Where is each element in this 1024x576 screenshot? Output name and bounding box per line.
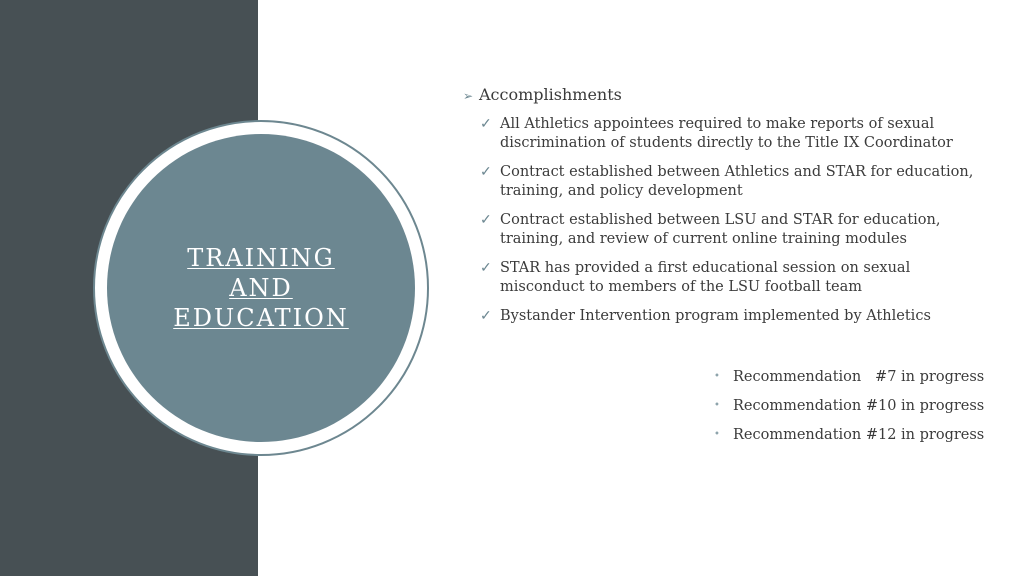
list-item-text: Contract established between Athletics and STAR for education, training, and policy development [500,164,974,199]
list-item-text: All Athletics appointees required to make reports of sexual discrimination of students directly to the Title IX Coordinator [500,116,953,151]
list-item-text: STAR has provided a first educational session on sexual misconduct to members of the LSU football team [500,260,911,295]
accomplishments-section [463,84,983,336]
check-icon: ✓ [480,260,492,276]
recommendation-text: Recommendation #12 in progress [733,426,985,443]
list-item [480,115,983,153]
check-icon: ✓ [480,116,492,132]
dot-bullet-icon: • [714,429,720,440]
list-item-text: Bystander Intervention program implemented by Athletics [500,308,931,324]
list-item-text: Contract established between LSU and STAR for education, training, and review of current online training modules [500,212,941,247]
list-item [480,307,983,326]
dot-bullet-icon: • [714,371,720,382]
slide-title-line-3: EDUCATION [173,304,349,332]
list-item [480,211,983,249]
arrow-bullet-icon: ➢ [463,89,474,103]
slide-title [151,243,371,333]
check-icon: ✓ [480,308,492,324]
list-item [480,259,983,297]
recommendation-item [714,391,984,420]
accomplishments-heading-row [463,84,983,107]
list-item [480,163,983,201]
recommendation-item [714,420,984,449]
recommendation-text: Recommendation #10 in progress [733,397,985,414]
dot-bullet-icon: • [714,400,720,411]
accomplishments-heading: Accomplishments [479,85,622,104]
recommendation-text: Recommendation #7 in progress [733,368,985,385]
recommendations-list [714,362,984,449]
check-icon: ✓ [480,212,492,228]
recommendation-item [714,362,984,391]
slide-title-line-2: AND [229,274,293,302]
accomplishments-list [463,115,983,326]
title-circle-outline [93,120,429,456]
title-circle [107,134,415,442]
check-icon: ✓ [480,164,492,180]
slide-title-line-1: TRAINING [187,244,335,272]
